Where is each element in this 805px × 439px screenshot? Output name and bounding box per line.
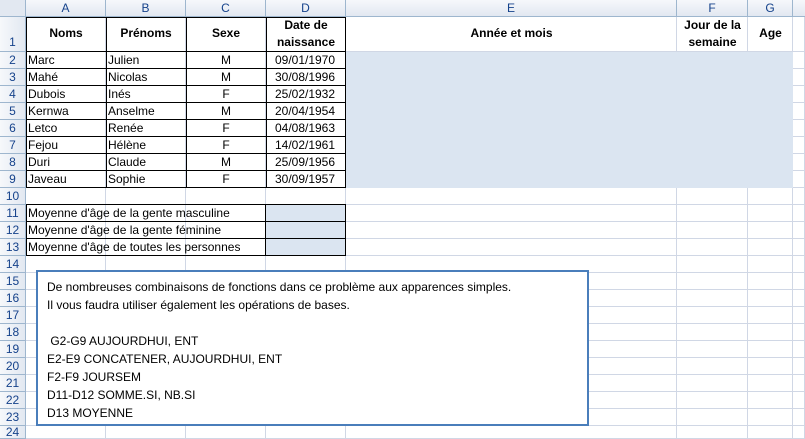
grid-cell[interactable]	[748, 188, 793, 205]
header-date-line1: Date de	[284, 18, 328, 32]
grid-cell[interactable]	[346, 222, 677, 239]
row-header-19[interactable]: 19	[0, 341, 26, 358]
grid-cell[interactable]	[748, 307, 793, 324]
grid-cell[interactable]	[793, 392, 805, 409]
row-header-17[interactable]: 17	[0, 307, 26, 324]
grid-cell[interactable]	[793, 290, 805, 307]
grid-cell[interactable]	[266, 188, 346, 205]
row-header-23[interactable]: 23	[0, 409, 26, 426]
cell-nom: Letco	[28, 121, 58, 135]
column-header-blank	[793, 0, 805, 17]
grid-cell[interactable]	[793, 154, 805, 171]
grid-cell[interactable]	[748, 324, 793, 341]
row-header-14[interactable]: 14	[0, 256, 26, 273]
cell-date-naissance: 04/08/1963	[274, 121, 336, 135]
row-header-5[interactable]: 5	[0, 103, 26, 120]
grid-cell[interactable]	[793, 375, 805, 392]
grid-cell[interactable]	[26, 426, 106, 439]
grid-cell[interactable]	[748, 358, 793, 375]
cell-date-naissance: 14/02/1961	[274, 138, 336, 152]
column-header-c[interactable]: C	[186, 0, 266, 17]
grid-cell[interactable]	[677, 273, 748, 290]
column-header-b[interactable]: B	[106, 0, 186, 17]
row-header-20[interactable]: 20	[0, 358, 26, 375]
note-line-5: E2-E9 CONCATENER, AUJOURDHUI, ENT	[47, 352, 283, 366]
grid-cell[interactable]	[677, 307, 748, 324]
cell-sexe: M	[221, 155, 231, 169]
note-line-6: F2-F9 JOURSEM	[47, 370, 142, 384]
grid-cell[interactable]	[346, 239, 677, 256]
note-line-7: D11-D12 SOMME.SI, NB.SI	[47, 388, 196, 402]
cell-nom: Javeau	[28, 172, 67, 186]
row-header-10[interactable]: 10	[0, 188, 26, 205]
grid-cell[interactable]	[106, 188, 186, 205]
grid-cell[interactable]	[186, 188, 266, 205]
cell-prenom: Claude	[108, 155, 147, 169]
grid-cell[interactable]	[677, 256, 748, 273]
cell-sexe: M	[221, 70, 231, 84]
grid-cell[interactable]	[793, 426, 805, 439]
cell-nom: Mahé	[28, 70, 59, 84]
row-header-6[interactable]: 6	[0, 120, 26, 137]
grid-cell[interactable]	[677, 222, 748, 239]
grid-cell[interactable]	[748, 392, 793, 409]
header-prenoms: Prénoms	[120, 26, 172, 40]
cell-nom: Fejou	[28, 138, 59, 152]
cell-sexe: F	[222, 138, 230, 152]
average-label-masculine: Moyenne d'âge de la gente masculine	[28, 206, 230, 220]
cell-nom: Duri	[28, 155, 51, 169]
cell-date-naissance: 25/02/1932	[274, 87, 336, 101]
grid-cell[interactable]	[748, 256, 793, 273]
grid-cell[interactable]	[793, 239, 805, 256]
cell-sexe: F	[222, 172, 230, 186]
note-line-3	[47, 314, 579, 332]
grid-cell[interactable]	[106, 426, 186, 439]
note-line-1: De nombreuses combinaisons de fonctions dans ce problème aux apparences simples.	[47, 280, 512, 294]
grid-cell[interactable]	[346, 205, 677, 222]
grid-cell[interactable]	[186, 426, 266, 439]
grid-cell[interactable]	[677, 188, 748, 205]
header-sexe: Sexe	[211, 26, 241, 40]
grid-cell[interactable]	[677, 358, 748, 375]
cell-date-naissance: 30/08/1996	[274, 70, 336, 84]
grid-cell[interactable]	[748, 239, 793, 256]
grid-cell[interactable]	[677, 239, 748, 256]
cell-prenom: Julien	[108, 53, 140, 67]
grid-cell[interactable]	[266, 426, 346, 439]
header-age: Age	[759, 26, 782, 40]
grid-cell[interactable]	[677, 426, 748, 439]
grid-cell[interactable]	[793, 188, 805, 205]
note-line-2: Il vous faudra utiliser également les opérations de bases.	[47, 298, 350, 312]
row-header-16[interactable]: 16	[0, 290, 26, 307]
cell-nom: Kernwa	[28, 104, 69, 118]
row-header-8[interactable]: 8	[0, 154, 26, 171]
cell-date-naissance: 25/09/1956	[274, 155, 336, 169]
row-header-3[interactable]: 3	[0, 69, 26, 86]
cell-prenom: Sophie	[108, 172, 146, 186]
column-header-g[interactable]: G	[748, 0, 793, 17]
note-line-4: G2-G9 AUJOURDHUI, ENT	[47, 334, 199, 348]
grid-cell[interactable]	[793, 256, 805, 273]
jour-semaine-input-area[interactable]	[677, 52, 748, 188]
average-label-all: Moyenne d'âge de toutes les personnes	[28, 240, 241, 254]
cell-date-naissance: 30/09/1957	[274, 172, 336, 186]
cell-prenom: Renée	[108, 121, 144, 135]
row-header-2[interactable]: 2	[0, 52, 26, 69]
row-header-4[interactable]: 4	[0, 86, 26, 103]
cell-prenom: Inés	[108, 87, 131, 101]
cell-prenom: Hélène	[108, 138, 147, 152]
cell-prenom: Anselme	[108, 104, 155, 118]
column-header-f[interactable]: F	[677, 0, 748, 17]
grid-cell[interactable]	[793, 222, 805, 239]
row-header-13[interactable]: 13	[0, 239, 26, 256]
header-date-line2: naissance	[276, 35, 336, 49]
grid-cell[interactable]	[793, 52, 805, 69]
grid-cell[interactable]	[793, 171, 805, 188]
column-header-e[interactable]: E	[346, 0, 677, 17]
header-jour-line1: Jour de la	[684, 18, 741, 32]
grid-cell[interactable]	[677, 324, 748, 341]
header-jour-line2: semaine	[688, 35, 737, 49]
grid-cell[interactable]	[748, 273, 793, 290]
grid-cell[interactable]	[793, 137, 805, 154]
grid-cell[interactable]	[793, 341, 805, 358]
grid-cell[interactable]	[748, 222, 793, 239]
grid-cell[interactable]	[346, 426, 677, 439]
grid-cell[interactable]	[748, 341, 793, 358]
grid-cell[interactable]	[793, 307, 805, 324]
grid-cell[interactable]	[793, 409, 805, 426]
grid-cell[interactable]	[677, 392, 748, 409]
row-header-22[interactable]: 22	[0, 392, 26, 409]
cell-date-naissance: 09/01/1970	[274, 53, 336, 67]
annee-mois-input-area[interactable]	[346, 52, 677, 188]
note-line-8: D13 MOYENNE	[47, 406, 134, 420]
row-header-1[interactable]: 1	[0, 17, 26, 52]
grid-cell[interactable]	[677, 205, 748, 222]
cell-sexe: M	[221, 104, 231, 118]
row-header-11[interactable]: 11	[0, 205, 26, 222]
grid-cell[interactable]	[793, 69, 805, 86]
grid-cell[interactable]	[793, 86, 805, 103]
cell-sexe: M	[221, 53, 231, 67]
cell-nom: Dubois	[28, 87, 66, 101]
select-all-corner[interactable]	[0, 0, 26, 17]
grid-cell[interactable]	[793, 324, 805, 341]
row-header-21[interactable]: 21	[0, 375, 26, 392]
grid-cell[interactable]	[748, 426, 793, 439]
header-annee-mois: Année et mois	[470, 26, 553, 40]
grid-cell[interactable]	[793, 103, 805, 120]
grid-cell[interactable]	[793, 273, 805, 290]
instructions-textbox[interactable]	[36, 270, 589, 426]
column-header-d[interactable]: D	[266, 0, 346, 17]
grid-cell[interactable]	[793, 358, 805, 375]
grid-cell[interactable]	[677, 375, 748, 392]
row-header-24[interactable]: 24	[0, 426, 26, 439]
row-header-9[interactable]: 9	[0, 171, 26, 188]
cell-sexe: F	[222, 121, 230, 135]
cell-sexe: F	[222, 87, 230, 101]
grid-cell[interactable]	[748, 290, 793, 307]
average-label-feminine: Moyenne d'âge de la gente féminine	[28, 223, 222, 237]
column-header-a[interactable]: A	[26, 0, 106, 17]
grid-cell[interactable]	[748, 205, 793, 222]
header-noms: Noms	[49, 26, 83, 40]
averages-input-area[interactable]	[266, 204, 346, 255]
age-input-area[interactable]	[748, 52, 793, 188]
grid-cell[interactable]	[346, 188, 677, 205]
grid-cell[interactable]	[793, 120, 805, 137]
grid-cell[interactable]	[677, 341, 748, 358]
row-header-18[interactable]: 18	[0, 324, 26, 341]
grid-cell[interactable]	[677, 409, 748, 426]
grid-cell[interactable]	[26, 188, 106, 205]
row-header-12[interactable]: 12	[0, 222, 26, 239]
grid-cell[interactable]	[748, 409, 793, 426]
cell-nom: Marc	[28, 53, 55, 67]
cell-prenom: Nicolas	[108, 70, 148, 84]
grid-cell[interactable]	[793, 17, 805, 52]
cell-date-naissance: 20/04/1954	[274, 104, 336, 118]
row-header-7[interactable]: 7	[0, 137, 26, 154]
grid-cell[interactable]	[748, 375, 793, 392]
grid-cell[interactable]	[677, 290, 748, 307]
grid-cell[interactable]	[793, 205, 805, 222]
row-header-15[interactable]: 15	[0, 273, 26, 290]
